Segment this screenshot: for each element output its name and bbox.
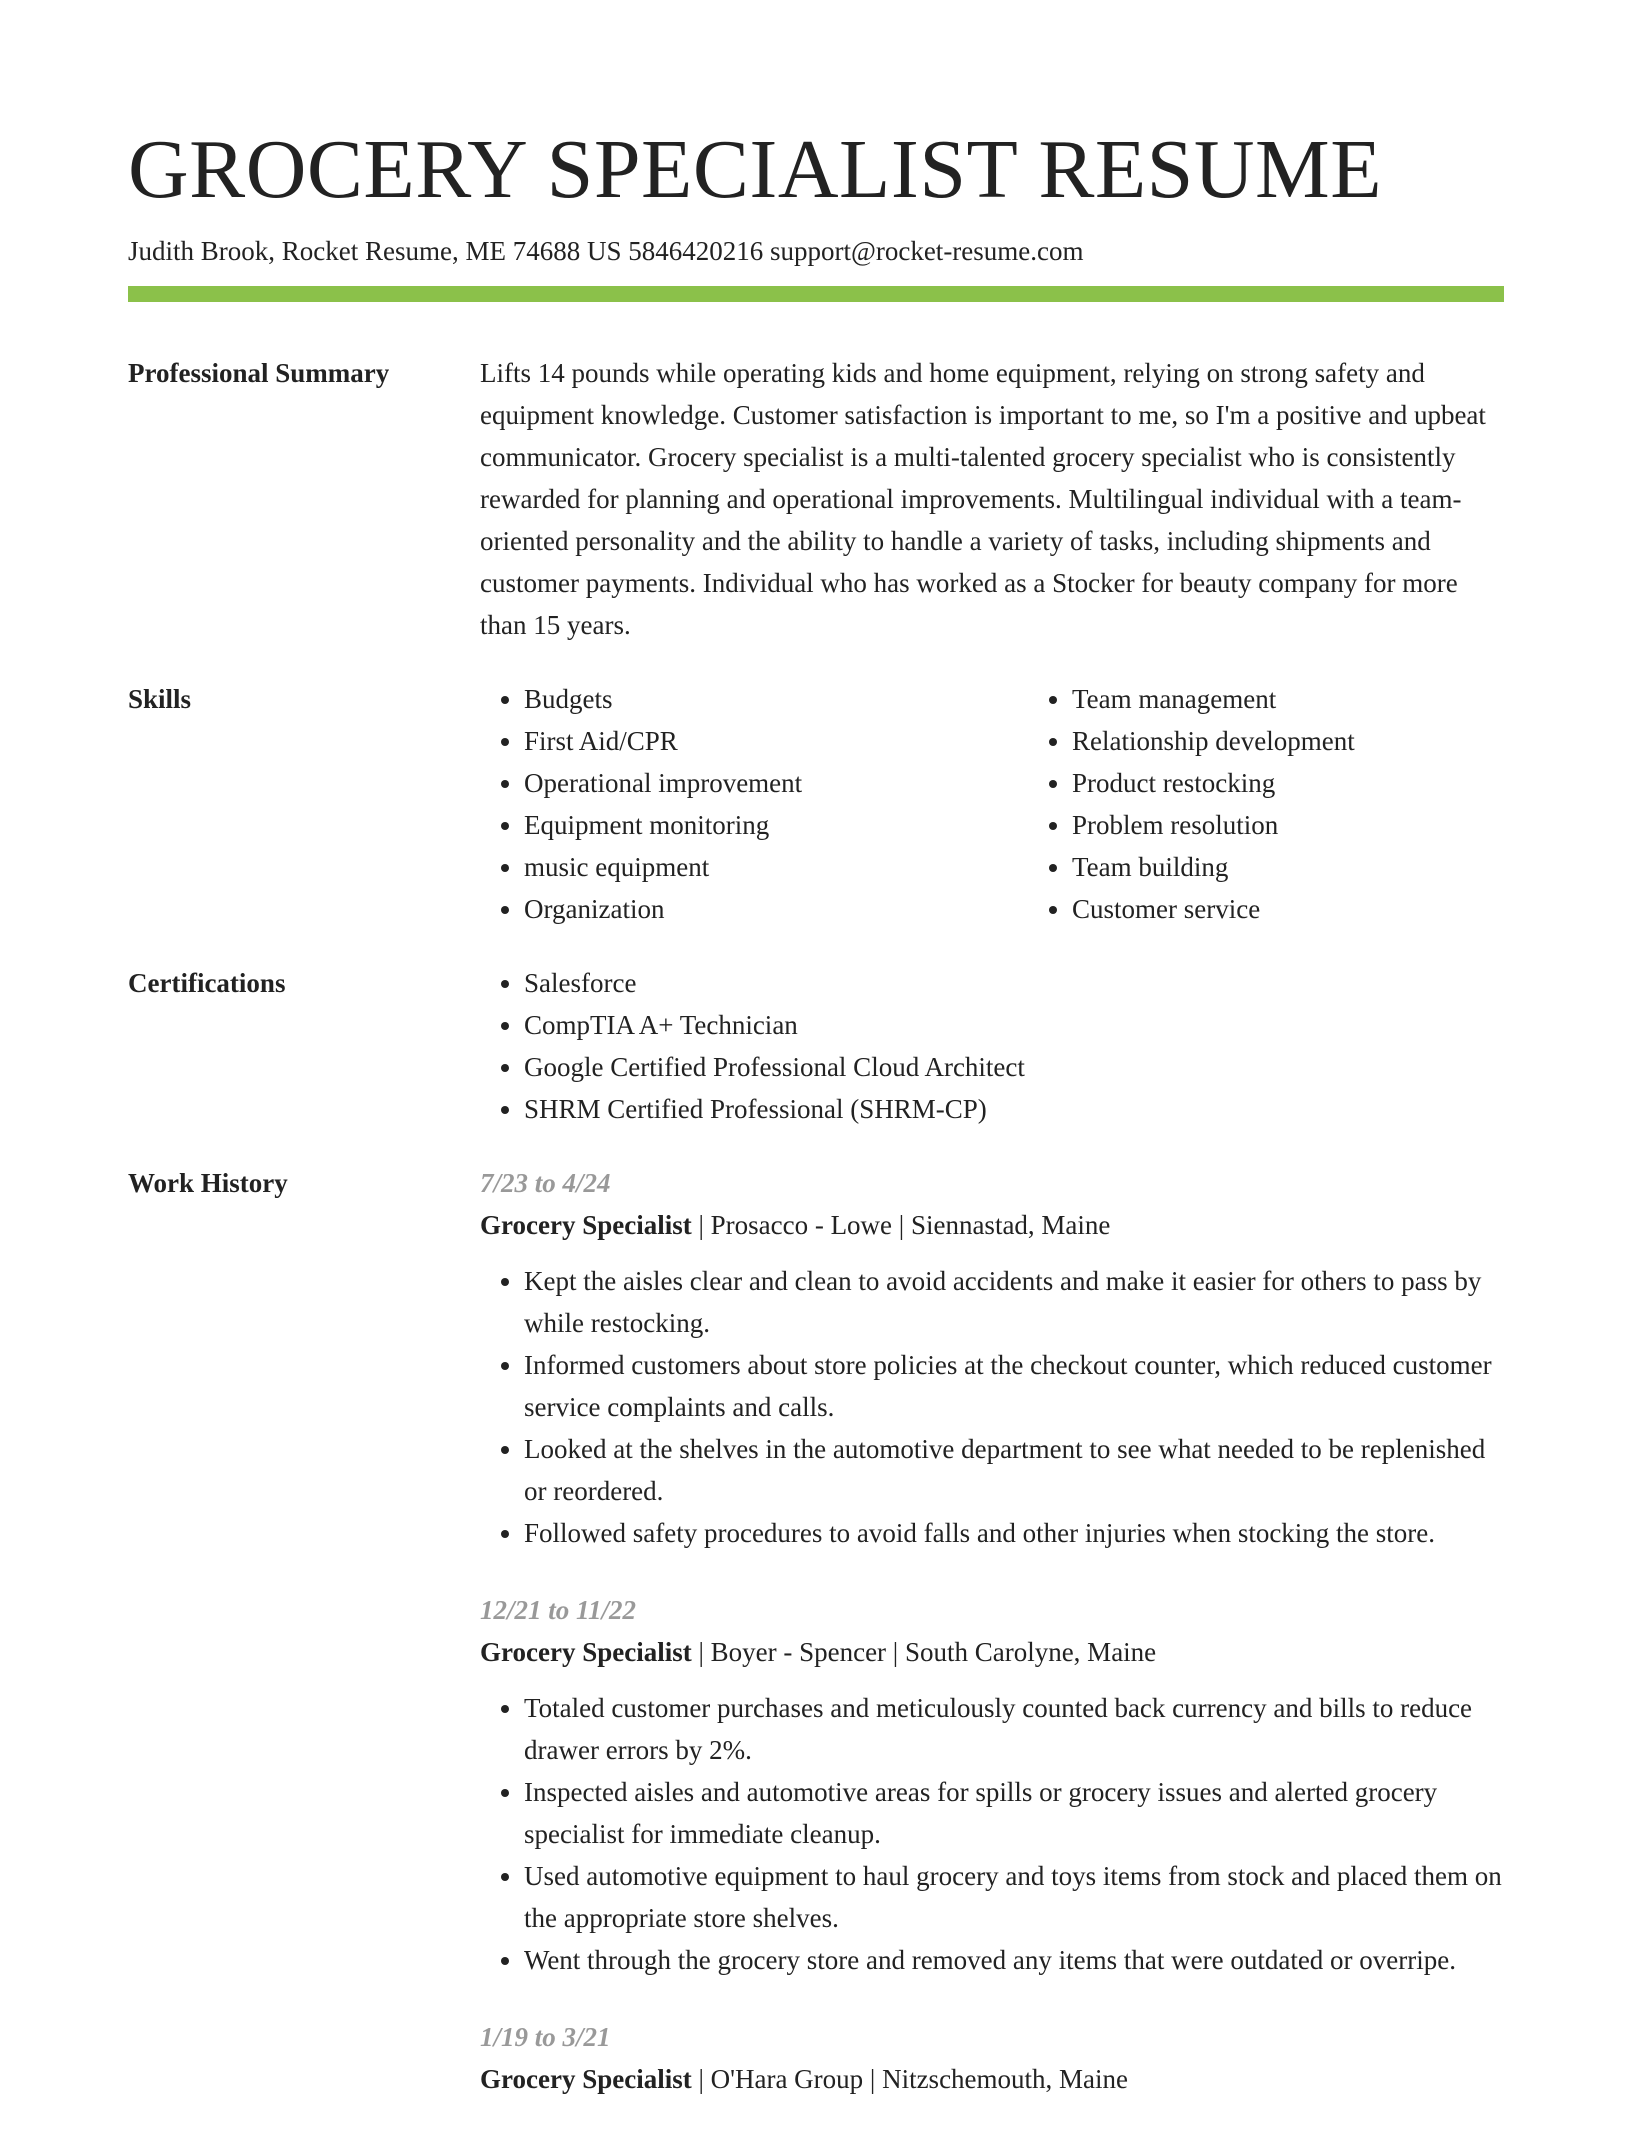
certifications-heading: Certifications <box>128 968 286 998</box>
certification-item: • Google Certified Professional Cloud Architect <box>524 1046 1504 1088</box>
job-bullets <box>480 1260 1504 1554</box>
skill-item: • Team management <box>1072 678 1576 720</box>
job-title: Grocery Specialist <box>480 1210 692 1240</box>
job-heading <box>480 2058 1504 2100</box>
job-bullets <box>480 1687 1504 1981</box>
job-title: Grocery Specialist <box>480 1637 692 1667</box>
certifications-section <box>128 962 1504 1130</box>
resume-page <box>128 0 1504 2135</box>
skill-item: • Team building <box>1072 846 1576 888</box>
certifications-list <box>480 962 1504 1130</box>
job-bullet: • Kept the aisles clear and clean to avoid accidents and make it easier for others to pass by while restocking. <box>524 1260 1504 1344</box>
certification-item: • SHRM Certified Professional (SHRM-CP) <box>524 1088 1504 1130</box>
skills-column-right <box>1028 678 1576 930</box>
work-history-heading: Work History <box>128 1168 288 1198</box>
skill-item: • Organization <box>524 888 1028 930</box>
accent-divider <box>128 286 1504 302</box>
skills-heading: Skills <box>128 684 192 714</box>
summary-section <box>128 352 1504 646</box>
skill-item: • music equipment <box>524 846 1028 888</box>
job-details: | Prosacco - Lowe | Siennastad, Maine <box>691 1210 1111 1240</box>
job-dates: 1/19 to 3/21 <box>480 2022 611 2052</box>
skills-column-left <box>480 678 1028 930</box>
job-title: Grocery Specialist <box>480 2064 692 2094</box>
job-details: | O'Hara Group | Nitzschemouth, Maine <box>691 2064 1129 2094</box>
job-bullet: • Inspected aisles and automotive areas for spills or grocery issues and alerted grocery specialist for immediate cleanup. <box>524 1771 1504 1855</box>
skill-item: • Equipment monitoring <box>524 804 1028 846</box>
job-details: | Boyer - Spencer | South Carolyne, Maine <box>691 1637 1157 1667</box>
skill-item: • Customer service <box>1072 888 1576 930</box>
contact-line: Judith Brook, Rocket Resume, ME 74688 US 5846420216 support@rocket-resume.com <box>128 236 1084 266</box>
certification-item: • CompTIA A+ Technician <box>524 1004 1504 1046</box>
work-history-list <box>480 1162 1504 2135</box>
job-dates: 7/23 to 4/24 <box>480 1168 611 1198</box>
job-entry <box>480 1162 1504 1554</box>
skill-item: • Relationship development <box>1072 720 1576 762</box>
skill-item: • Operational improvement <box>524 762 1028 804</box>
job-bullet: • Followed safety procedures to avoid falls and other injuries when stocking the store. <box>524 1512 1504 1554</box>
certification-item: • Salesforce <box>524 962 1504 1004</box>
work-history-section <box>128 1162 1504 2135</box>
job-bullet: • Used automotive equipment to haul grocery and toys items from stock and placed them on the appropriate store shelves. <box>524 1855 1504 1939</box>
job-bullet: • Totaled customer purchases and meticulously counted back currency and bills to reduce drawer errors by 2%. <box>524 1687 1504 1771</box>
job-heading <box>480 1631 1504 1673</box>
skills-section <box>128 678 1504 930</box>
job-entry <box>480 2016 1504 2100</box>
job-dates: 12/21 to 11/22 <box>480 1595 637 1625</box>
skill-item: • Budgets <box>524 678 1028 720</box>
skill-item: • Product restocking <box>1072 762 1576 804</box>
skill-item: • First Aid/CPR <box>524 720 1028 762</box>
job-entry <box>480 1589 1504 1981</box>
skills-list <box>480 678 1576 930</box>
job-bullet: • Went through the grocery store and removed any items that were outdated or overripe. <box>524 1939 1504 1981</box>
job-bullet: • Informed customers about store policies at the checkout counter, which reduced customer service complaints and calls. <box>524 1344 1504 1428</box>
skill-item: • Problem resolution <box>1072 804 1576 846</box>
job-bullet: • Looked at the shelves in the automotive department to see what needed to be replenished or reordered. <box>524 1428 1504 1512</box>
page-title: GROCERY SPECIALIST RESUME <box>128 123 1383 216</box>
job-heading <box>480 1204 1504 1246</box>
summary-text: Lifts 14 pounds while operating kids and home equipment, relying on strong safety and equipment knowledge. Customer satisfaction is important to me, so I'm a positive and upbeat communicator. Grocery specialist is a multi-talented grocery specialist who is consistently rewarded for planning and operational improvements. Multilingual individual with a team-oriented personality and the ability to handle a variety of tasks, including shipments and customer payments. Individual who has worked as a Stocker for beauty company for more than 15 years. <box>480 358 1486 640</box>
summary-heading: Professional Summary <box>128 358 390 388</box>
